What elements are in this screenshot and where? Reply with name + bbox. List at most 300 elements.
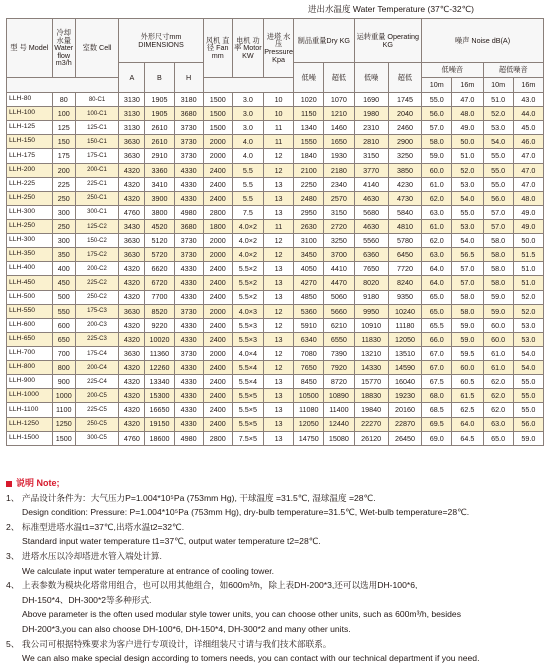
model-cell: LLH-350 <box>7 248 53 262</box>
table-cell: 200-C5 <box>75 389 119 403</box>
note-number: 3、 <box>6 550 20 561</box>
table-cell: 450 <box>52 276 75 290</box>
table-cell: 3150 <box>324 205 354 219</box>
table-cell: 1250 <box>52 417 75 431</box>
table-cell: 2100 <box>294 163 324 177</box>
table-cell: 16040 <box>388 375 421 389</box>
note-text: 我公司可根据特殊要求为客户进行专项设计，详细组装尺寸请与我们技术部联系。 <box>22 638 332 649</box>
header-op-ultra: 超低 <box>388 63 421 93</box>
note-line <box>6 505 546 520</box>
table-cell: 59.5 <box>452 346 483 360</box>
table-cell: 225-C4 <box>75 375 119 389</box>
table-cell: 9180 <box>354 290 388 304</box>
model-cell: LLH-200 <box>7 163 53 177</box>
model-cell: LLH-125 <box>7 121 53 135</box>
table-cell: 1500 <box>203 121 232 135</box>
table-cell: 2400 <box>203 361 232 375</box>
table-cell: 4330 <box>174 191 203 205</box>
model-cell: LLH-250 <box>7 219 53 233</box>
table-cell: 5360 <box>294 304 324 318</box>
table-cell: 12050 <box>388 332 421 346</box>
table-cell: 2400 <box>203 318 232 332</box>
note-text: Design condition: Pressure: P=1.004*10⁵Pa (753mm Hg), dry-bulb temperature=31.5℃, Wet-bulb temperature=28℃. <box>22 507 470 518</box>
table-cell: 58.0 <box>452 304 483 318</box>
table-cell: 51.5 <box>513 248 543 262</box>
table-cell: 4330 <box>174 389 203 403</box>
table-cell: 225-C2 <box>75 276 119 290</box>
table-cell: 63.0 <box>422 248 452 262</box>
model-cell: LLH-450 <box>7 276 53 290</box>
table-cell: 2310 <box>354 121 388 135</box>
table-cell: 5120 <box>145 234 174 248</box>
table-cell: 65.0 <box>422 290 452 304</box>
table-cell: 51.0 <box>452 149 483 163</box>
table-cell: 4330 <box>174 403 203 417</box>
table-cell: 57.0 <box>452 262 483 276</box>
table-cell: 58.0 <box>452 290 483 304</box>
table-cell: 2250 <box>294 177 324 191</box>
model-cell: LLH-300 <box>7 205 53 219</box>
table-cell: 1340 <box>294 121 324 135</box>
table-cell: 53.0 <box>452 219 483 233</box>
table-cell: 300 <box>52 205 75 219</box>
table-cell: 45.0 <box>513 121 543 135</box>
table-cell: 5.5×5 <box>232 403 263 417</box>
table-cell: 2340 <box>324 177 354 191</box>
table-row <box>7 403 544 417</box>
table-cell: 10890 <box>324 389 354 403</box>
table-cell: 65.0 <box>422 304 452 318</box>
table-cell: 1905 <box>145 93 174 107</box>
table-row <box>7 191 544 205</box>
model-cell: LLH-700 <box>7 346 53 360</box>
table-cell: 2610 <box>145 135 174 149</box>
table-cell: 200-C2 <box>75 262 119 276</box>
table-cell: 150-C2 <box>75 234 119 248</box>
table-cell: 11080 <box>294 403 324 417</box>
table-cell: 4140 <box>354 177 388 191</box>
table-cell: 3180 <box>174 93 203 107</box>
table-cell: 250-C1 <box>75 191 119 205</box>
table-cell: 59.0 <box>422 149 452 163</box>
table-cell: 13 <box>263 262 293 276</box>
table-cell: 2910 <box>145 149 174 163</box>
table-cell: 7700 <box>145 290 174 304</box>
table-cell: 51.0 <box>513 262 543 276</box>
notes-title-text: 说明 Note; <box>16 478 60 488</box>
table-cell: 200-C4 <box>75 361 119 375</box>
table-cell: 3.0 <box>232 121 263 135</box>
table-cell: 1745 <box>388 93 421 107</box>
table-cell: 52.0 <box>513 304 543 318</box>
table-cell: 3730 <box>174 135 203 149</box>
header-cell: 室数 Cell <box>75 19 119 78</box>
table-cell: 5660 <box>324 304 354 318</box>
table-cell: 1690 <box>354 93 388 107</box>
note-text: 进塔水压以冷却塔进水管入端处计算. <box>22 550 162 561</box>
table-cell: 4730 <box>388 191 421 205</box>
table-cell: 4330 <box>174 361 203 375</box>
table-cell: 4410 <box>324 262 354 276</box>
table-cell: 1930 <box>324 149 354 163</box>
table-cell: 11180 <box>388 318 421 332</box>
table-cell: 4630 <box>354 219 388 233</box>
table-cell: 125 <box>52 121 75 135</box>
table-cell: 5.5 <box>232 191 263 205</box>
table-cell: 175-C1 <box>75 149 119 163</box>
table-cell: 175-C2 <box>75 248 119 262</box>
table-cell: 58.0 <box>483 262 513 276</box>
table-cell: 6720 <box>145 276 174 290</box>
table-cell: 68.5 <box>422 403 452 417</box>
table-cell: 8520 <box>145 304 174 318</box>
table-cell: 51.0 <box>483 93 513 107</box>
table-cell: 4320 <box>119 361 145 375</box>
table-cell: 12 <box>263 248 293 262</box>
header-low-16m: 16m <box>452 78 483 93</box>
table-cell: 4.0×3 <box>232 304 263 318</box>
table-cell: 3430 <box>119 219 145 233</box>
table-cell: 13 <box>263 205 293 219</box>
header-dim-a: A <box>119 63 145 93</box>
table-cell: 54.0 <box>452 234 483 248</box>
header-dimensions: 外形尺寸mm DIMENSIONS <box>119 19 203 63</box>
note-text: DH-200*3,you can also choose DH-100*6, DH-150*4, DH-300*2 and many other units. <box>22 623 351 634</box>
table-cell: 175-C3 <box>75 304 119 318</box>
table-cell: 2720 <box>324 219 354 233</box>
table-cell: 2400 <box>203 389 232 403</box>
table-cell: 3630 <box>119 135 145 149</box>
table-cell: 2400 <box>203 375 232 389</box>
table-cell: 3680 <box>174 107 203 121</box>
notes-section <box>6 476 546 666</box>
note-line <box>6 534 546 549</box>
table-cell: 50.0 <box>452 135 483 149</box>
table-cell: 54.0 <box>513 346 543 360</box>
table-cell: 68.0 <box>422 389 452 403</box>
table-cell: 1840 <box>294 149 324 163</box>
table-cell: 50.0 <box>513 234 543 248</box>
table-cell: 12 <box>263 361 293 375</box>
note-number: 5、 <box>6 638 20 649</box>
table-cell: 55.0 <box>483 163 513 177</box>
table-cell: 150 <box>52 135 75 149</box>
table-cell: 61.0 <box>422 177 452 191</box>
table-cell: 10020 <box>145 332 174 346</box>
table-cell: 5060 <box>324 290 354 304</box>
table-cell: 550 <box>52 304 75 318</box>
table-cell: 64.0 <box>422 262 452 276</box>
table-cell: 4050 <box>294 262 324 276</box>
table-cell: 10910 <box>354 318 388 332</box>
table-cell: 63.0 <box>483 417 513 431</box>
table-cell: 250-C5 <box>75 417 119 431</box>
model-cell: LLH-250 <box>7 191 53 205</box>
table-cell: 1550 <box>294 135 324 149</box>
table-cell: 55.0 <box>452 205 483 219</box>
table-cell: 19840 <box>354 403 388 417</box>
table-cell: 12050 <box>294 417 324 431</box>
table-cell: 2400 <box>203 191 232 205</box>
header-ultra-10m: 10m <box>483 78 513 93</box>
table-cell: 5.5×4 <box>232 375 263 389</box>
table-cell: 57.0 <box>452 276 483 290</box>
table-cell: 1800 <box>203 219 232 233</box>
table-cell: 80-C1 <box>75 93 119 107</box>
table-row <box>7 248 544 262</box>
table-cell: 5.5×2 <box>232 262 263 276</box>
table-cell: 8020 <box>354 276 388 290</box>
table-cell: 49.0 <box>513 219 543 233</box>
table-cell: 56.0 <box>422 107 452 121</box>
table-cell: 65.5 <box>422 318 452 332</box>
table-row <box>7 149 544 163</box>
table-cell: 2040 <box>388 107 421 121</box>
table-cell: 56.5 <box>452 248 483 262</box>
table-cell: 2000 <box>203 248 232 262</box>
table-cell: 500 <box>52 290 75 304</box>
note-line <box>6 491 546 506</box>
table-cell: 62.0 <box>422 191 452 205</box>
table-cell: 4320 <box>119 417 145 431</box>
table-cell: 100-C1 <box>75 107 119 121</box>
model-cell: LLH-80 <box>7 93 53 107</box>
table-row <box>7 304 544 318</box>
note-line <box>6 622 546 637</box>
table-cell: 13210 <box>354 346 388 360</box>
table-cell: 58.0 <box>483 234 513 248</box>
table-cell: 3130 <box>119 107 145 121</box>
table-body <box>7 93 544 446</box>
table-cell: 19230 <box>388 389 421 403</box>
table-cell: 13510 <box>388 346 421 360</box>
table-cell: 3730 <box>174 346 203 360</box>
header-operating-weight: 运转重量 Operating KG <box>354 19 422 63</box>
table-cell: 48.0 <box>452 107 483 121</box>
table-cell: 12440 <box>324 417 354 431</box>
table-cell: 5780 <box>388 234 421 248</box>
table-cell: 43.0 <box>513 93 543 107</box>
model-cell: LLH-500 <box>7 290 53 304</box>
note-line <box>6 520 546 535</box>
table-cell: 1905 <box>145 107 174 121</box>
table-cell: 4810 <box>388 219 421 233</box>
table-cell: 4760 <box>119 205 145 219</box>
note-line <box>6 578 546 593</box>
table-cell: 63.0 <box>422 205 452 219</box>
table-cell: 57.0 <box>483 219 513 233</box>
table-cell: 60.0 <box>483 332 513 346</box>
table-cell: 3730 <box>174 121 203 135</box>
table-cell: 53.0 <box>513 318 543 332</box>
table-cell: 62.5 <box>452 403 483 417</box>
header-ultra-16m: 16m <box>513 78 543 93</box>
table-cell: 2000 <box>203 234 232 248</box>
table-cell: 59.0 <box>513 431 543 445</box>
table-cell: 12 <box>263 318 293 332</box>
table-cell: 4330 <box>174 332 203 346</box>
table-cell: 3130 <box>119 93 145 107</box>
table-cell: 62.0 <box>483 389 513 403</box>
table-cell: 11 <box>263 219 293 233</box>
table-cell: 8720 <box>324 375 354 389</box>
table-cell: 3250 <box>388 149 421 163</box>
table-cell: 67.0 <box>422 346 452 360</box>
table-cell: 5.5×3 <box>232 332 263 346</box>
table-cell: 18830 <box>354 389 388 403</box>
table-cell: 4330 <box>174 417 203 431</box>
table-cell: 12 <box>263 163 293 177</box>
table-cell: 3680 <box>174 219 203 233</box>
table-cell: 2800 <box>203 205 232 219</box>
table-cell: 13 <box>263 191 293 205</box>
header-spacer <box>203 78 294 93</box>
table-cell: 300-C1 <box>75 205 119 219</box>
table-cell: 18600 <box>145 431 174 445</box>
table-cell: 4320 <box>119 276 145 290</box>
table-row <box>7 375 544 389</box>
table-row <box>7 417 544 431</box>
table-cell: 3630 <box>119 149 145 163</box>
table-cell: 47.0 <box>513 149 543 163</box>
table-cell: 62.0 <box>483 375 513 389</box>
table-cell: 3150 <box>354 149 388 163</box>
table-cell: 3360 <box>145 163 174 177</box>
table-cell: 6550 <box>324 332 354 346</box>
table-cell: 13 <box>263 290 293 304</box>
header-noise: 噪声 Noise dB(A) <box>422 19 544 63</box>
table-cell: 2950 <box>294 205 324 219</box>
table-cell: 700 <box>52 346 75 360</box>
table-cell: 2000 <box>203 304 232 318</box>
table-cell: 48.0 <box>513 191 543 205</box>
table-cell: 5.5×5 <box>232 417 263 431</box>
table-cell: 7390 <box>324 346 354 360</box>
table-cell: 60.0 <box>452 361 483 375</box>
table-cell: 650 <box>52 332 75 346</box>
table-cell: 60.0 <box>422 163 452 177</box>
table-cell: 1020 <box>294 93 324 107</box>
header-model: 型 号 Model <box>7 19 53 78</box>
table-cell: 7.5 <box>232 205 263 219</box>
table-cell: 13340 <box>145 375 174 389</box>
table-cell: 400 <box>52 262 75 276</box>
table-cell: 60.0 <box>483 318 513 332</box>
table-cell: 2000 <box>203 135 232 149</box>
table-cell: 62.0 <box>422 234 452 248</box>
table-cell: 125-C2 <box>75 219 119 233</box>
table-cell: 49.0 <box>513 205 543 219</box>
table-cell: 8240 <box>388 276 421 290</box>
table-cell: 7720 <box>388 262 421 276</box>
table-cell: 100 <box>52 107 75 121</box>
table-cell: 6340 <box>294 332 324 346</box>
table-cell: 2400 <box>203 177 232 191</box>
table-cell: 4320 <box>119 191 145 205</box>
table-cell: 54.0 <box>483 135 513 149</box>
table-cell: 3100 <box>294 234 324 248</box>
table-cell: 6450 <box>388 248 421 262</box>
table-cell: 64.0 <box>452 417 483 431</box>
table-cell: 175-C4 <box>75 346 119 360</box>
table-cell: 61.0 <box>483 361 513 375</box>
table-cell: 4760 <box>119 431 145 445</box>
table-cell: 1460 <box>324 121 354 135</box>
table-row <box>7 361 544 375</box>
table-cell: 4320 <box>119 389 145 403</box>
specification-table <box>6 18 544 446</box>
table-cell: 3770 <box>354 163 388 177</box>
table-cell: 350 <box>52 248 75 262</box>
table-row <box>7 431 544 445</box>
note-text: 上表参数为模块化塔常用组合，也可以用其他组合，如600m³/h，除上表DH-200*3,还可以选用DH-100*6, <box>22 580 418 591</box>
table-cell: 3130 <box>119 121 145 135</box>
table-cell: 3730 <box>174 234 203 248</box>
table-cell: 9220 <box>145 318 174 332</box>
table-cell: 59.0 <box>452 332 483 346</box>
table-cell: 4330 <box>174 163 203 177</box>
header-dry-low: 低噪 <box>294 63 324 93</box>
table-cell: 19150 <box>145 417 174 431</box>
table-cell: 4330 <box>174 375 203 389</box>
table-cell: 2400 <box>203 417 232 431</box>
table-cell: 53.0 <box>452 177 483 191</box>
table-cell: 1500 <box>52 431 75 445</box>
table-cell: 15080 <box>324 431 354 445</box>
table-cell: 55.0 <box>513 375 543 389</box>
table-cell: 2900 <box>388 135 421 149</box>
note-text: We calculate input water temperature at entrance of cooling tower. <box>22 565 275 576</box>
table-cell: 10500 <box>294 389 324 403</box>
table-cell: 3450 <box>294 248 324 262</box>
square-bullet-icon <box>6 481 12 487</box>
table-row <box>7 389 544 403</box>
table-row <box>7 135 544 149</box>
table-cell: 2400 <box>203 290 232 304</box>
table-cell: 14330 <box>354 361 388 375</box>
table-cell: 22270 <box>354 417 388 431</box>
table-cell: 13 <box>263 332 293 346</box>
table-row <box>7 121 544 135</box>
table-cell: 2400 <box>203 163 232 177</box>
table-cell: 300 <box>52 234 75 248</box>
table-cell: 3630 <box>119 304 145 318</box>
table-cell: 15770 <box>354 375 388 389</box>
table-cell: 12 <box>263 304 293 318</box>
table-cell: 3630 <box>119 248 145 262</box>
header-water-flow: 冷却 水量 Water flow m3/h <box>52 19 75 78</box>
table-cell: 69.5 <box>422 417 452 431</box>
table-cell: 11400 <box>324 403 354 417</box>
table-cell: 11 <box>263 121 293 135</box>
note-text: Above parameter is the often used modular style tower units, you can choose other units, such as 600m³/h, besides <box>22 609 461 620</box>
table-row <box>7 346 544 360</box>
table-cell: 225 <box>52 177 75 191</box>
table-cell: 55.0 <box>513 403 543 417</box>
table-cell: 52.0 <box>483 107 513 121</box>
table-cell: 3250 <box>324 234 354 248</box>
table-cell: 58.0 <box>483 276 513 290</box>
table-cell: 2000 <box>203 346 232 360</box>
table-cell: 3730 <box>174 304 203 318</box>
header-dry-weight: 制品重量Dry KG <box>294 19 354 63</box>
table-cell: 6620 <box>145 262 174 276</box>
table-cell: 5840 <box>388 205 421 219</box>
table-cell: 5.5×5 <box>232 389 263 403</box>
table-cell: 8450 <box>294 375 324 389</box>
table-cell: 1210 <box>324 107 354 121</box>
table-cell: 3410 <box>145 177 174 191</box>
